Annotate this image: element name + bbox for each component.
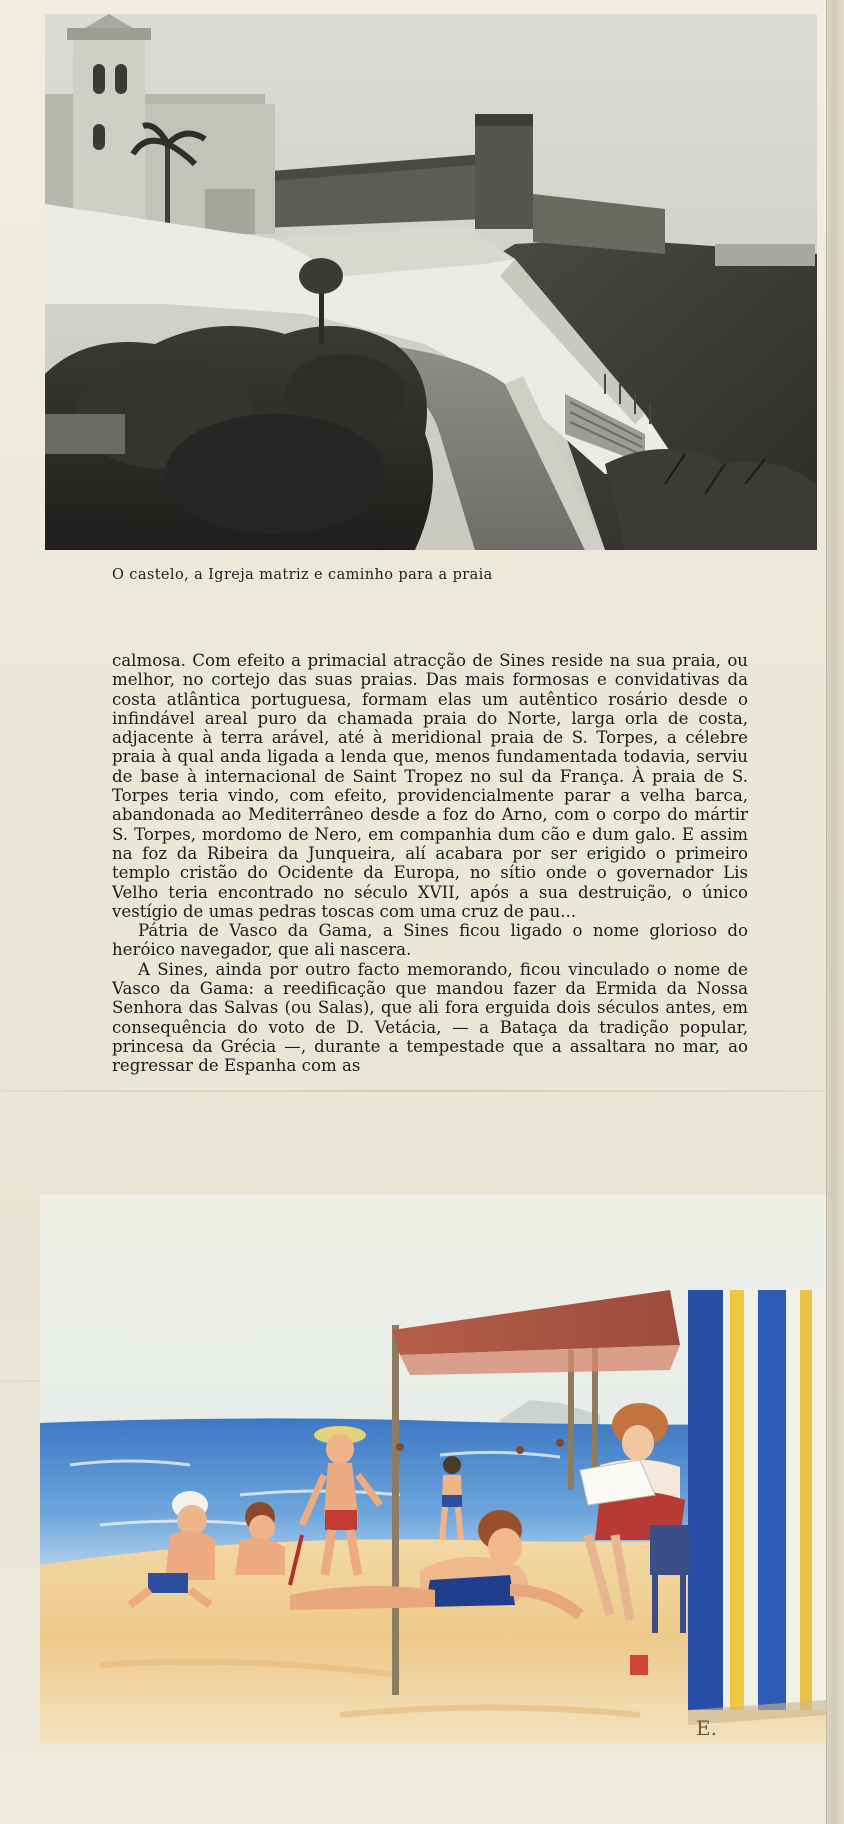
article-text (112, 651, 748, 1076)
article-paragraph: calmosa. Com efeito a primacial atracção de Sines reside na sua praia, ou melhor, no cortejo das suas praias. Das mais formosas e convidativas da costa atlântica portuguesa, formam elas um autêntico rosário desde o infindável areal puro da chamada praia do Norte, larga orla de costa, adjacente à terra arável, até à meridional praia de S. Torpes, a célebre praia à qual anda ligada a lenda que, menos fundamentada todavia, serviu de base à internacional de Saint Tropez no sul da França. À praia de S. Torpes teria vindo, com efeito, providencialmente parar a velha barca, abandonada ao Mediterrâneo desde a foz do Arno, com o corpo do mártir S. Torpes, mordomo de Nero, em companhia dum cão e dum galo. E assim na foz da Ribeira da Junqueira, alí acabara por ser erigido o primeiro templo cristão do Ocidente da Europa, no sítio onde o governador Lis Velho teria encontrado no século XVII, após a sua destruição, o único vestígio de umas pedras toscas com uma cruz de pau... (112, 651, 748, 921)
article-paragraph: Pátria de Vasco da Gama, a Sines ficou ligado o nome glorioso do heróico navegador, que ali nascera. (112, 921, 748, 960)
castle-photo-drawing (45, 14, 817, 550)
castle-photo (45, 14, 817, 550)
page-edge (826, 0, 844, 1824)
beach-illustration (40, 1195, 826, 1743)
article-paragraph: A Sines, ainda por outro facto memorando, ficou vinculado o nome de Vasco da Gama: a reedificação que mandou fazer da Ermida da Nossa Senhora das Salvas (ou Salas), que ali fora erguida dois séculos antes, em consequência do voto de D. Vetácia, — a Bataça da tradição popular, princesa da Grécia —, durante a tempestade que a assaltara no mar, ao regressar de Espanha com as (112, 959, 748, 1076)
photo-caption: O castelo, a Igreja matriz e caminho para a praia (112, 567, 493, 583)
artist-signature: E. (696, 1716, 717, 1740)
beach-illustration-drawing (40, 1195, 826, 1743)
paper-fold (0, 1090, 844, 1092)
